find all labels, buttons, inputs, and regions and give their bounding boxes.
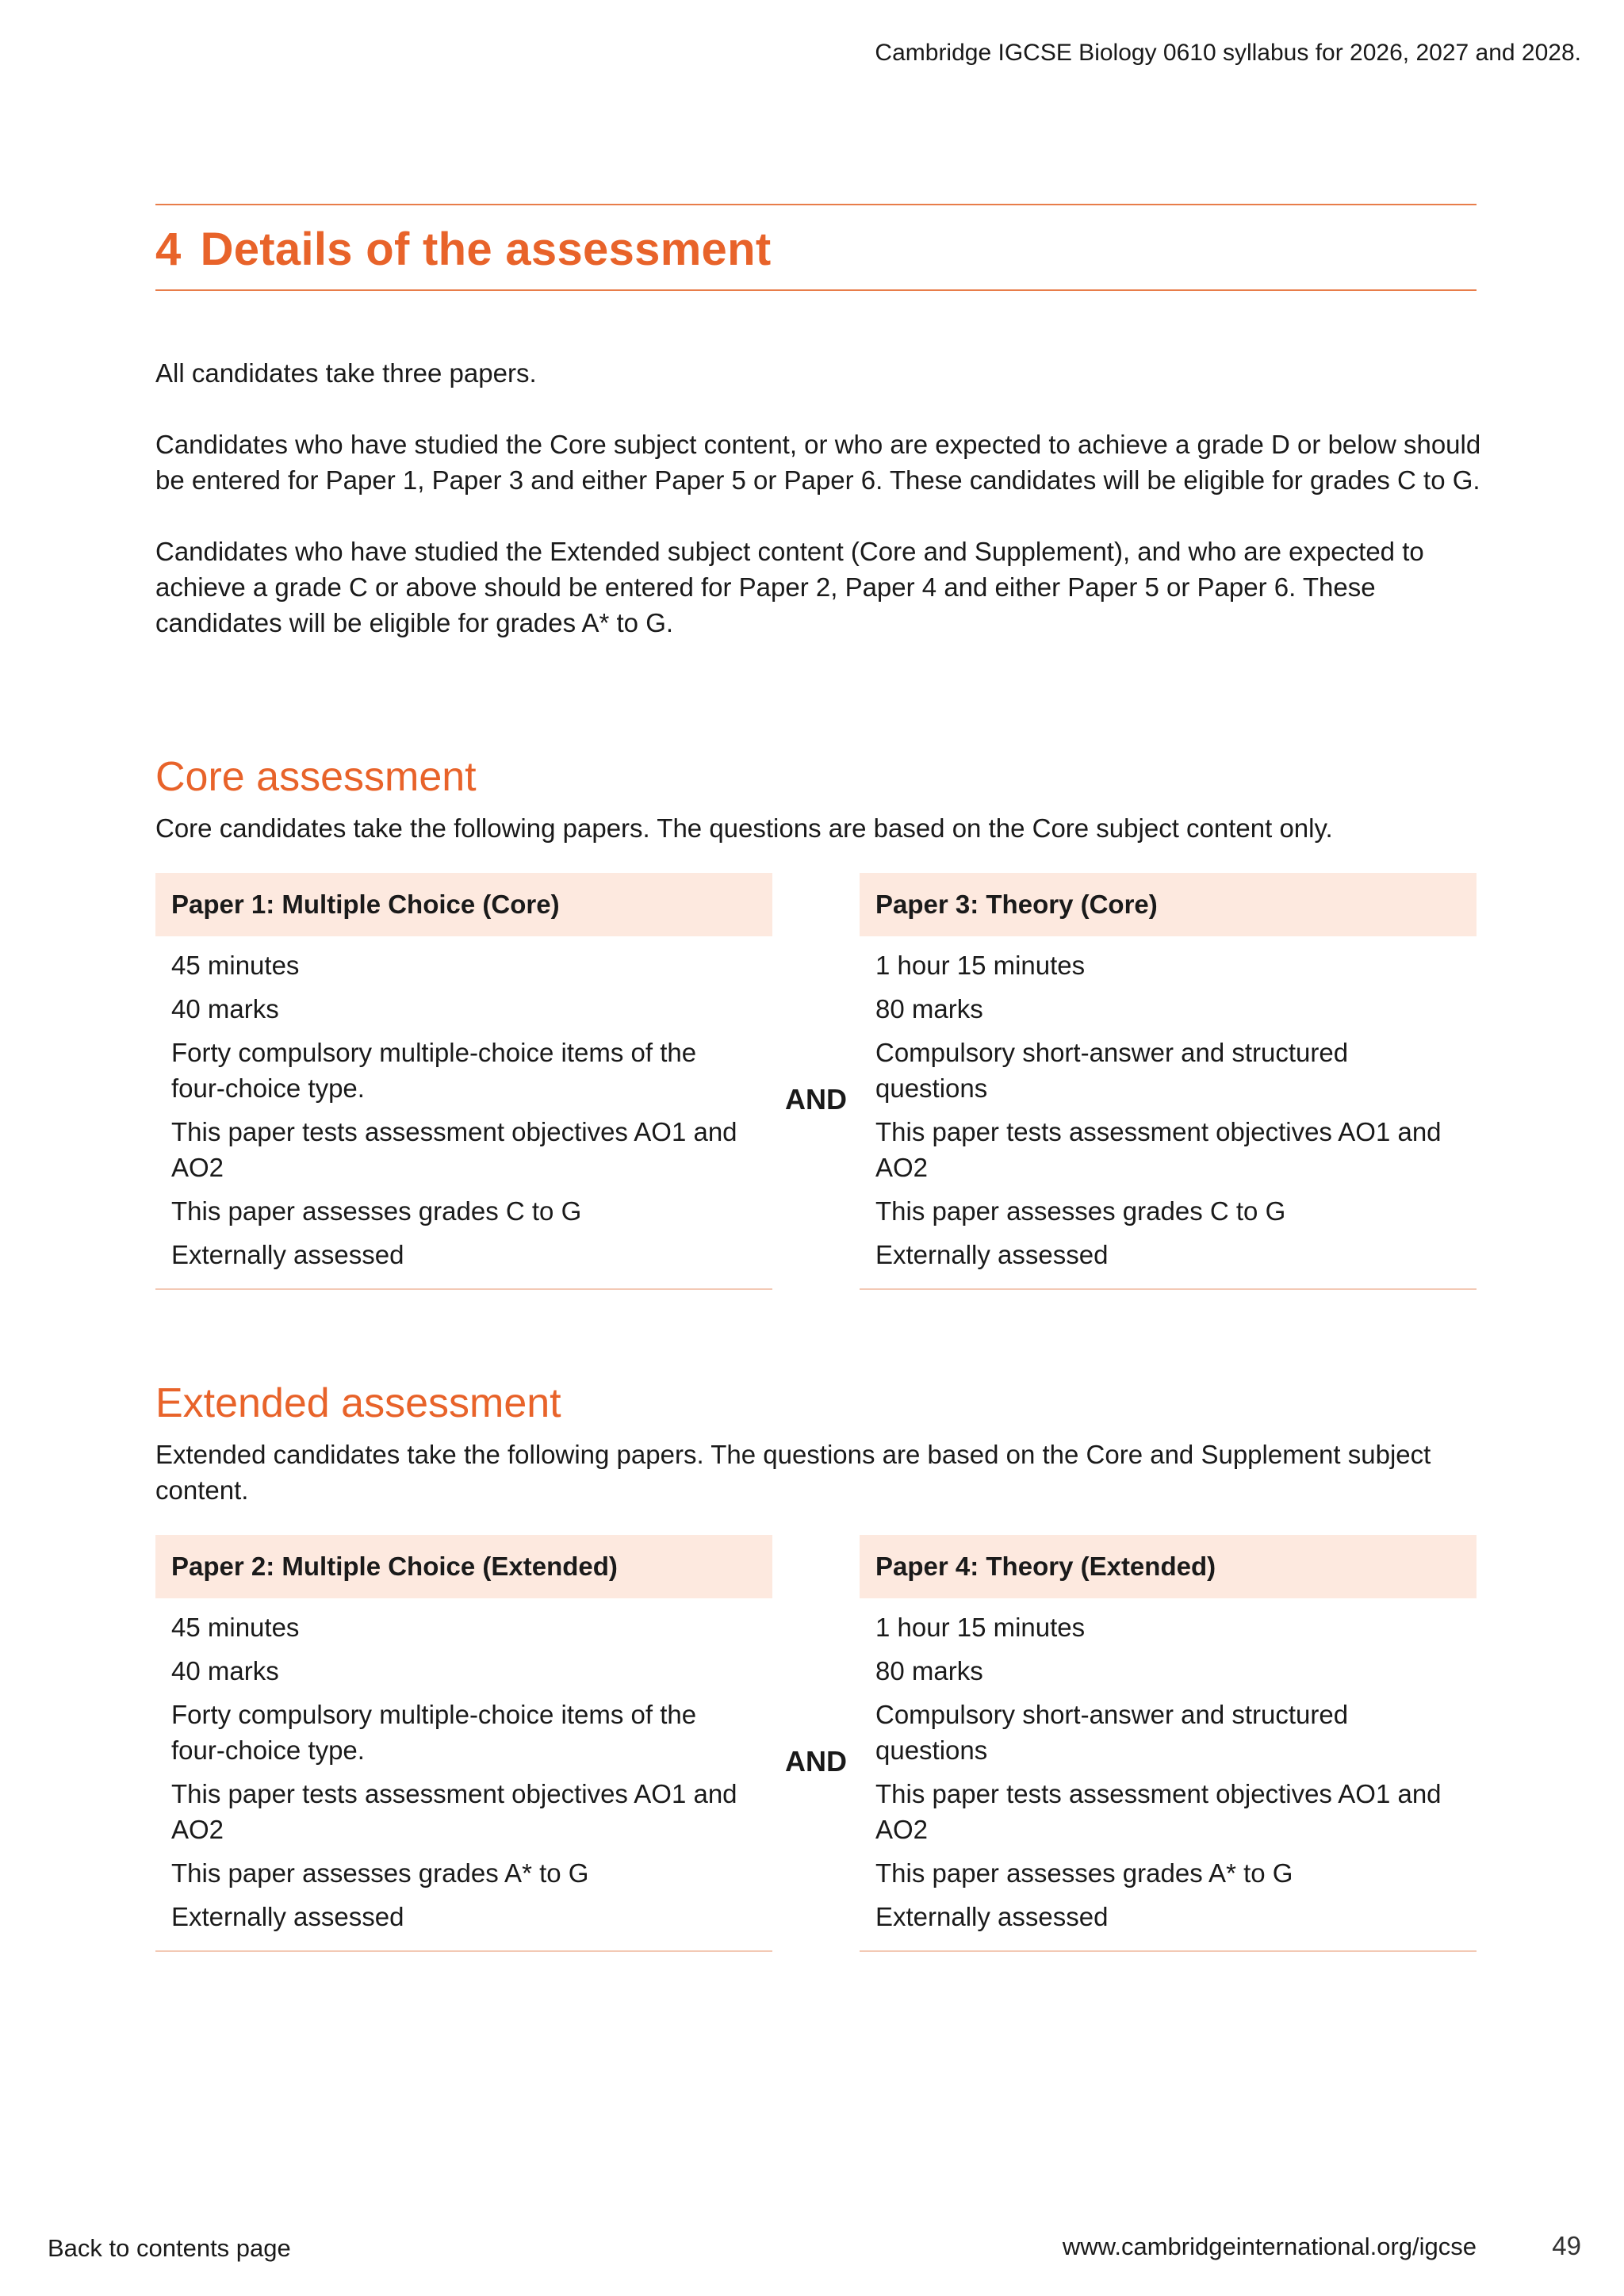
intro-paragraph-3: Candidates who have studied the Extended subject content (Core and Supplement), and who are expected to achieve a grade C or above should be entered for Paper 2, Paper 4 and either Paper 5 or Paper 6. These candidates will be eligible for grades A* to G. [155,537,1424,637]
paper-1-description: Forty compulsory multiple-choice items of the four-choice type. [171,1038,697,1103]
extended-assessment-heading: Extended assessment [155,1380,561,1426]
paper-2-objectives: This paper tests assessment objectives AO1 and AO2 [171,1779,737,1844]
intro-paragraph-1: All candidates take three papers. [155,358,537,388]
page-number: 49 [1552,2231,1581,2260]
paper-2-assessment: Externally assessed [171,1902,404,1931]
chapter-number: 4 [155,224,182,275]
intro-paragraph-2: Candidates who have studied the Core subject content, or who are expected to achieve a grade D or below should be entered for Paper 1, Paper 3 and either Paper 5 or Paper 6. These candidates will be eligible for grades C to G. [155,430,1481,495]
core-assessment-heading: Core assessment [155,754,477,800]
paper-3-duration: 1 hour 15 minutes [875,951,1086,980]
paper-3-card [860,873,1477,1290]
chapter-heading-block [155,204,1477,291]
paper-2-grades: This paper assesses grades A* to G [171,1858,589,1888]
paper-4-grades: This paper assesses grades A* to G [875,1858,1293,1888]
paper-3-title: Paper 3: Theory (Core) [860,873,1477,936]
extended-assessment-lead: Extended candidates take the following papers. The questions are based on the Core and Supplement subject content. [155,1440,1431,1505]
paper-1-details [155,936,772,1290]
paper-1-grades: This paper assesses grades C to G [171,1196,582,1226]
paper-2-marks: 40 marks [171,1656,279,1686]
paper-3-objectives: This paper tests assessment objectives AO1 and AO2 [875,1117,1442,1182]
paper-4-assessment: Externally assessed [875,1902,1109,1931]
paper-4-title: Paper 4: Theory (Extended) [860,1535,1477,1598]
website-link[interactable]: www.cambridgeinternational.org/igcse [1062,2233,1477,2260]
paper-4-card [860,1535,1477,1952]
paper-1-duration: 45 minutes [171,951,300,980]
paper-1-marks: 40 marks [171,994,279,1024]
core-assessment-lead: Core candidates take the following papers. The questions are based on the Core subject content only. [155,813,1333,843]
paper-1-card [155,873,772,1290]
intro-text [155,355,1488,676]
paper-3-grades: This paper assesses grades C to G [875,1196,1286,1226]
chapter-title-text: Details of the assessment [200,224,772,275]
extended-assessment-section [155,1380,1477,1931]
paper-2-card [155,1535,772,1952]
paper-1-objectives: This paper tests assessment objectives AO1 and AO2 [171,1117,737,1182]
paper-4-duration: 1 hour 15 minutes [875,1613,1086,1642]
paper-3-description: Compulsory short-answer and structured questions [875,1038,1349,1103]
paper-3-marks: 80 marks [875,994,983,1024]
paper-4-objectives: This paper tests assessment objectives AO1 and AO2 [875,1779,1442,1844]
paper-3-assessment: Externally assessed [875,1240,1109,1269]
core-and-connector: AND [785,1083,847,1115]
paper-1-title: Paper 1: Multiple Choice (Core) [155,873,772,936]
paper-2-details [155,1598,772,1952]
extended-and-connector: AND [785,1745,847,1777]
running-header: Cambridge IGCSE Biology 0610 syllabus for 2026, 2027 and 2028. [875,40,1581,66]
paper-2-title: Paper 2: Multiple Choice (Extended) [155,1535,772,1598]
back-to-contents-link[interactable]: Back to contents page [48,2234,291,2262]
paper-3-details [860,936,1477,1290]
paper-2-description: Forty compulsory multiple-choice items of the four-choice type. [171,1700,697,1765]
paper-2-duration: 45 minutes [171,1613,300,1642]
paper-4-details [860,1598,1477,1952]
paper-4-marks: 80 marks [875,1656,983,1686]
chapter-title [155,223,771,276]
core-assessment-section [155,753,1477,1269]
paper-1-assessment: Externally assessed [171,1240,404,1269]
paper-4-description: Compulsory short-answer and structured questions [875,1700,1349,1765]
